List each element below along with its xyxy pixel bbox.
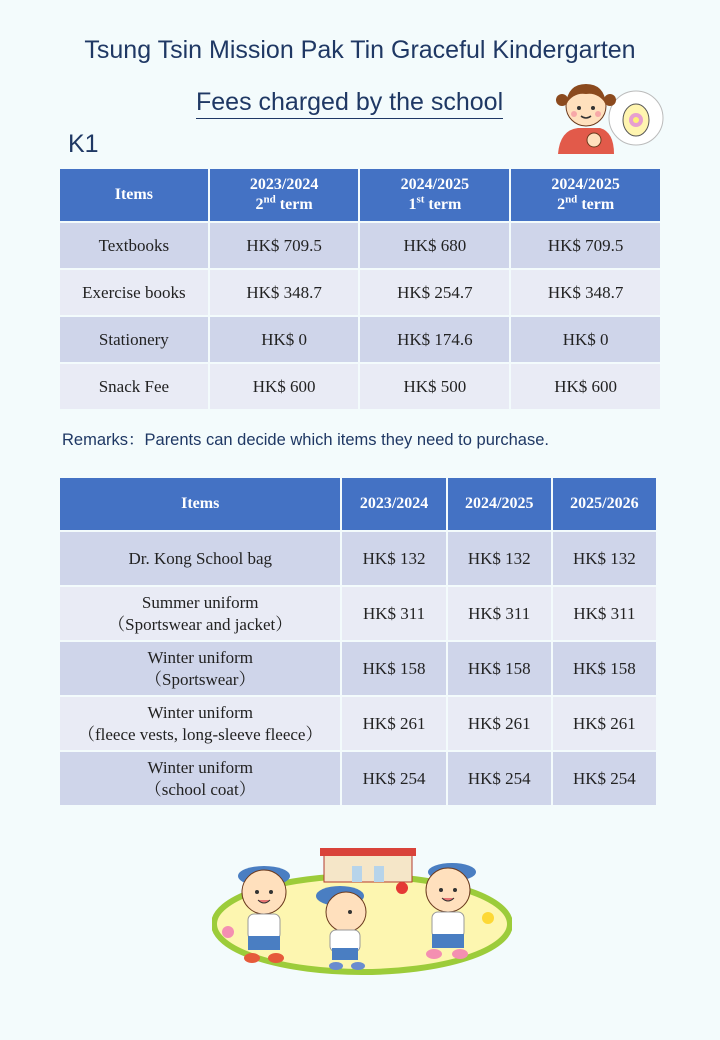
page-subtitle: Fees charged by the school: [196, 88, 503, 119]
item-name: Snack Fee: [60, 364, 208, 409]
fee-value: HK$ 132: [448, 532, 551, 585]
table-row: [60, 317, 660, 362]
fee-value: HK$ 254.7: [360, 270, 509, 315]
item-name: Exercise books: [60, 270, 208, 315]
girl-illustration: [548, 78, 693, 154]
fee-value: HK$ 261: [342, 697, 445, 750]
header-ord: 2: [557, 196, 566, 213]
fee-value: HK$ 158: [448, 642, 551, 695]
table-row: [60, 587, 656, 640]
fee-value: HK$ 132: [553, 532, 656, 585]
table-row: [60, 532, 656, 585]
header-year: 2023/2024: [342, 478, 445, 530]
header-term-word: term: [275, 196, 313, 213]
fee-value: HK$ 311: [553, 587, 656, 640]
item-detail: （fleece vests, long-sleeve fleece）: [77, 724, 323, 744]
fee-value: HK$ 254: [553, 752, 656, 805]
item-cell: [60, 642, 340, 695]
table-row: [60, 752, 656, 805]
fee-value: HK$ 500: [360, 364, 509, 409]
item-detail: （Sportswear）: [144, 669, 256, 689]
item-cell: [60, 752, 340, 805]
grade-label: K1: [68, 130, 99, 158]
header-ord: 2: [255, 196, 264, 213]
item-name: Textbooks: [60, 223, 208, 268]
table-row: [60, 223, 660, 268]
header-items: Items: [60, 478, 340, 530]
header-year: 2024/2025: [448, 478, 551, 530]
remarks-text: Remarks：Parents can decide which items they need to purchase.: [62, 431, 549, 449]
header-year: 2025/2026: [553, 478, 656, 530]
fee-value: HK$ 158: [553, 642, 656, 695]
fee-value: HK$ 0: [210, 317, 359, 362]
header-year: 2024/2025: [551, 176, 620, 193]
fee-value: HK$ 254: [342, 752, 445, 805]
table-row: [60, 642, 656, 695]
fee-value: HK$ 348.7: [210, 270, 359, 315]
table-row: [60, 270, 660, 315]
fee-value: HK$ 600: [210, 364, 359, 409]
table-row: [60, 697, 656, 750]
fee-value: HK$ 261: [553, 697, 656, 750]
school-name: Tsung Tsin Mission Pak Tin Graceful Kindergarten: [84, 36, 636, 64]
header-term: [511, 169, 660, 221]
fee-value: HK$ 0: [511, 317, 660, 362]
uniform-table: [58, 476, 658, 807]
header-ord-suffix: nd: [565, 193, 578, 206]
fee-value: HK$ 311: [342, 587, 445, 640]
header-year: 2023/2024: [249, 176, 319, 193]
item-cell: [60, 532, 340, 585]
children-illustration: [212, 846, 512, 976]
fees-header-row: [60, 169, 660, 221]
item-detail: （Sportswear and jacket）: [108, 614, 293, 634]
item-cell: [60, 697, 340, 750]
header-items: Items: [60, 169, 208, 221]
fee-value: HK$ 254: [448, 752, 551, 805]
header-term-word: term: [577, 196, 615, 213]
fees-table: [58, 167, 662, 411]
item-name: Dr. Kong School bag: [128, 548, 272, 568]
fee-value: HK$ 348.7: [511, 270, 660, 315]
header-ord-suffix: st: [416, 193, 425, 206]
item-name: Stationery: [60, 317, 208, 362]
fee-value: HK$ 680: [360, 223, 509, 268]
uniform-header-row: [60, 478, 656, 530]
item-cell: [60, 587, 340, 640]
item-detail: （school coat）: [144, 779, 256, 799]
table-row: [60, 364, 660, 409]
item-name: Winter uniform: [147, 757, 253, 777]
fee-value: HK$ 709.5: [210, 223, 359, 268]
header-ord-suffix: nd: [263, 193, 276, 206]
fee-value: HK$ 311: [448, 587, 551, 640]
fee-value: HK$ 158: [342, 642, 445, 695]
header-term: [210, 169, 359, 221]
header-term-word: term: [424, 196, 462, 213]
header-ord: 1: [408, 196, 417, 213]
item-name: Winter uniform: [147, 702, 253, 722]
item-name: Winter uniform: [147, 647, 253, 667]
fee-value: HK$ 709.5: [511, 223, 660, 268]
fee-value: HK$ 261: [448, 697, 551, 750]
header-year: 2024/2025: [400, 176, 470, 193]
fee-value: HK$ 600: [511, 364, 660, 409]
header-term: [360, 169, 509, 221]
fee-value: HK$ 174.6: [360, 317, 509, 362]
item-name: Summer uniform: [141, 592, 259, 612]
fee-value: HK$ 132: [342, 532, 445, 585]
